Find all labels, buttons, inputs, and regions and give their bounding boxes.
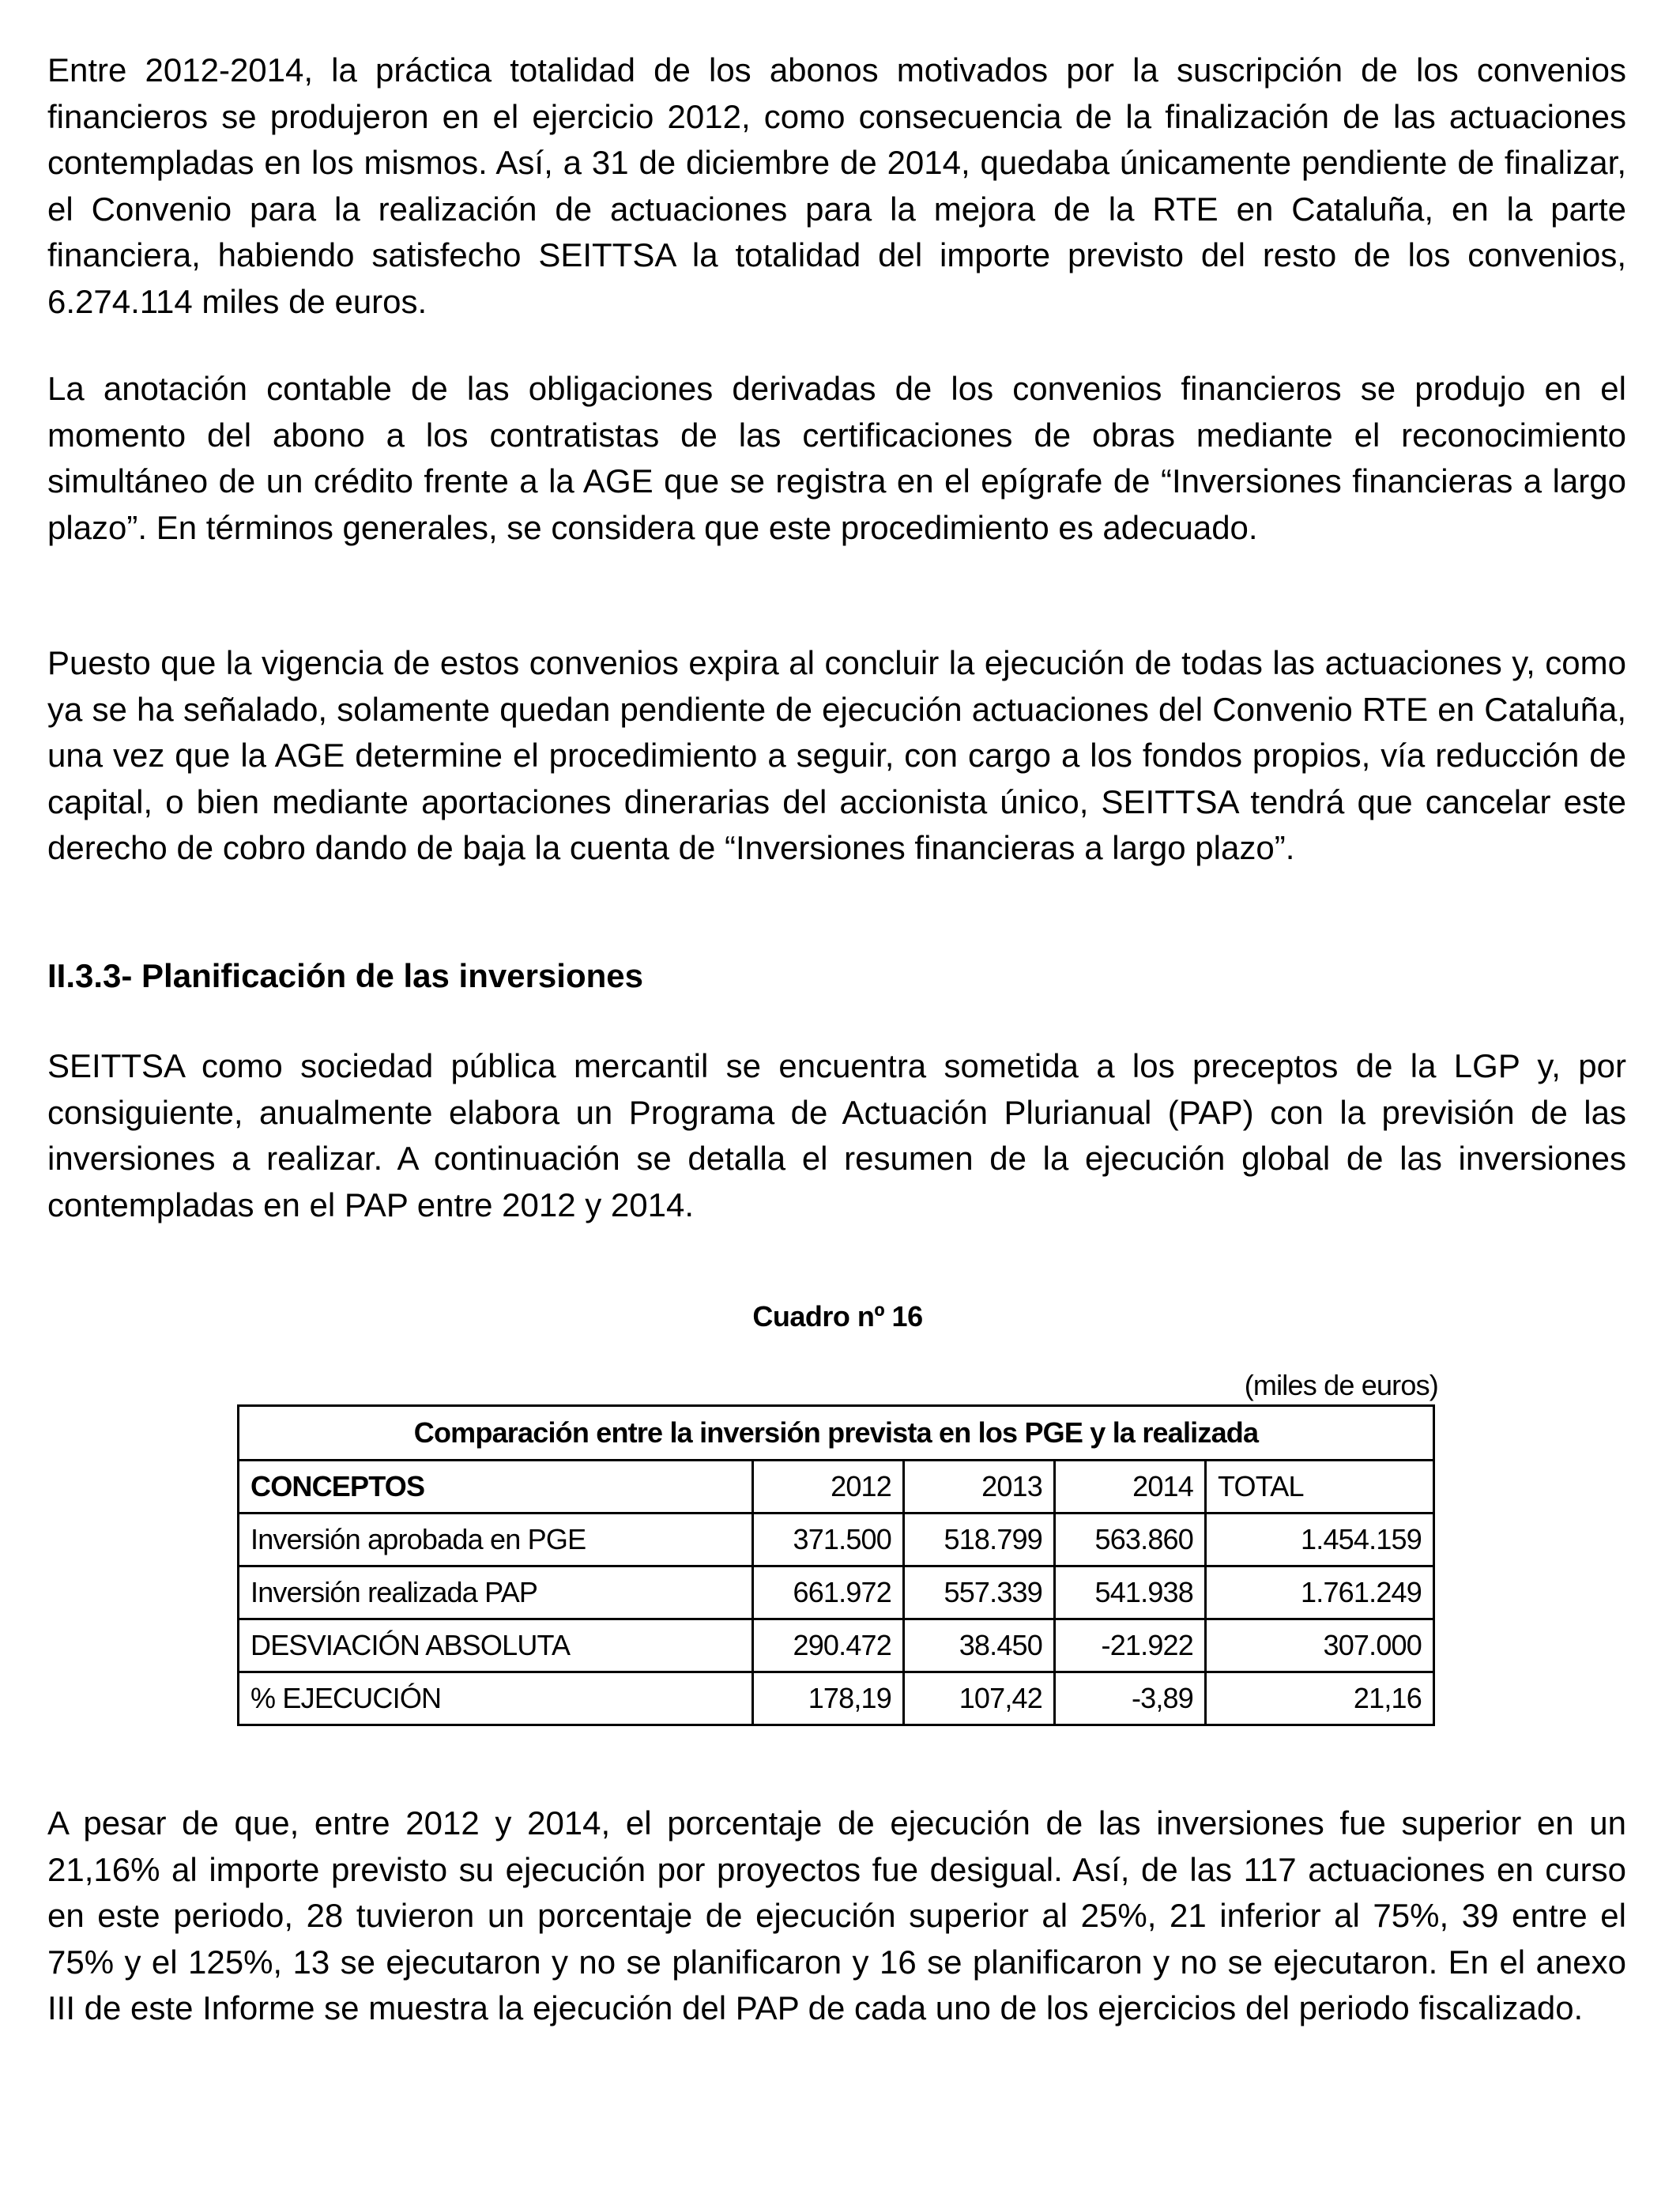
column-header-2014: 2014 bbox=[1055, 1461, 1206, 1514]
cell-2012: 661.972 bbox=[753, 1566, 904, 1619]
table-caption: Cuadro nº 16 bbox=[752, 1300, 923, 1333]
cell-2013: 107,42 bbox=[904, 1672, 1055, 1725]
table-units: (miles de euros) bbox=[1244, 1369, 1438, 1401]
table-row bbox=[239, 1619, 1434, 1672]
cell-2013: 38.450 bbox=[904, 1619, 1055, 1672]
cell-2014: 541.938 bbox=[1055, 1566, 1206, 1619]
column-header-2013: 2013 bbox=[904, 1461, 1055, 1514]
column-header-conceptos: CONCEPTOS bbox=[239, 1461, 753, 1514]
paragraph-vigencia-convenios: Puesto que la vigencia de estos convenios expira al concluir la ejecución de todas las actuaciones y, como ya se ha señalado, solamente quedan pendiente de ejecución actuaciones del Convenio RTE en Cataluña, una vez que la AGE determine el procedimiento a seguir, con cargo a los fondos propios, vía reducción de capital, o bien mediante aportaciones dinerarias del accionista único, SEITTSA tendrá que cancelar este derecho de cobro dando de baja la cuenta de “Inversiones financieras a largo plazo”. bbox=[47, 644, 1626, 866]
column-header-total: TOTAL bbox=[1206, 1461, 1434, 1514]
row-label: Inversión realizada PAP bbox=[239, 1566, 753, 1619]
row-label: Inversión aprobada en PGE bbox=[239, 1514, 753, 1566]
cell-2014: 563.860 bbox=[1055, 1514, 1206, 1566]
cell-2012: 290.472 bbox=[753, 1619, 904, 1672]
cell-2014: -3,89 bbox=[1055, 1672, 1206, 1725]
cell-2012: 178,19 bbox=[753, 1672, 904, 1725]
cell-total: 307.000 bbox=[1206, 1619, 1434, 1672]
table-row bbox=[239, 1514, 1434, 1566]
cell-total: 21,16 bbox=[1206, 1672, 1434, 1725]
cell-2013: 557.339 bbox=[904, 1566, 1055, 1619]
row-label: % EJECUCIÓN bbox=[239, 1672, 753, 1725]
column-header-2012: 2012 bbox=[753, 1461, 904, 1514]
table-title: Comparación entre la inversión prevista en los PGE y la realizada bbox=[239, 1406, 1434, 1461]
table-row bbox=[239, 1672, 1434, 1725]
cell-2012: 371.500 bbox=[753, 1514, 904, 1566]
cell-total: 1.761.249 bbox=[1206, 1566, 1434, 1619]
table-header-row bbox=[239, 1461, 1434, 1514]
cell-2014: -21.922 bbox=[1055, 1619, 1206, 1672]
paragraph-pap-intro: SEITTSA como sociedad pública mercantil se encuentra sometida a los preceptos de la LGP y, por consiguiente, anualmente elabora un Programa de Actuación Plurianual (PAP) con la previsión de las inversiones a realizar. A continuación se detalla el resumen de la ejecución global de las inversiones contempladas en el PAP entre 2012 y 2014. bbox=[47, 1047, 1626, 1223]
cell-total: 1.454.159 bbox=[1206, 1514, 1434, 1566]
row-label: DESVIACIÓN ABSOLUTA bbox=[239, 1619, 753, 1672]
section-heading: II.3.3- Planificación de las inversiones bbox=[47, 957, 643, 994]
cell-2013: 518.799 bbox=[904, 1514, 1055, 1566]
table-title-row bbox=[239, 1406, 1434, 1461]
paragraph-ejecucion-desigual: A pesar de que, entre 2012 y 2014, el porcentaje de ejecución de las inversiones fue superior en un 21,16% al importe previsto su ejecución por proyectos fue desigual. Así, de las 117 actuaciones en curso en este periodo, 28 tuvieron un porcentaje de ejecución superior al 25%, 21 inferior al 75%, 39 entre el 75% y el 125%, 13 se ejecutaron y no se planificaron y 16 se planificaron y no se ejecutaron. En el anexo III de este Informe se muestra la ejecución del PAP de cada uno de los ejercicios del periodo fiscalizado. bbox=[47, 1804, 1626, 2026]
investment-comparison-table bbox=[237, 1404, 1435, 1726]
table-row bbox=[239, 1566, 1434, 1619]
paragraph-anotacion-contable: La anotación contable de las obligaciones derivadas de los convenios financieros se produjo en el momento del abono a los contratistas de las certificaciones de obras mediante el reconocimiento simultáneo de un crédito frente a la AGE que se registra en el epígrafe de “Inversiones financieras a largo plazo”. En términos generales, se considera que este procedimiento es adecuado. bbox=[47, 370, 1626, 546]
paragraph-convenios-abonos: Entre 2012-2014, la práctica totalidad de los abonos motivados por la suscripción de los convenios financieros se produjeron en el ejercicio 2012, como consecuencia de la finalización de las actuaciones contempladas en los mismos. Así, a 31 de diciembre de 2014, quedaba únicamente pendiente de finalizar, el Convenio para la realización de actuaciones para la mejora de la RTE en Cataluña, en la parte financiera, habiendo satisfecho SEITTSA la totalidad del importe previsto del resto de los convenios, 6.274.114 miles de euros. bbox=[47, 51, 1626, 320]
